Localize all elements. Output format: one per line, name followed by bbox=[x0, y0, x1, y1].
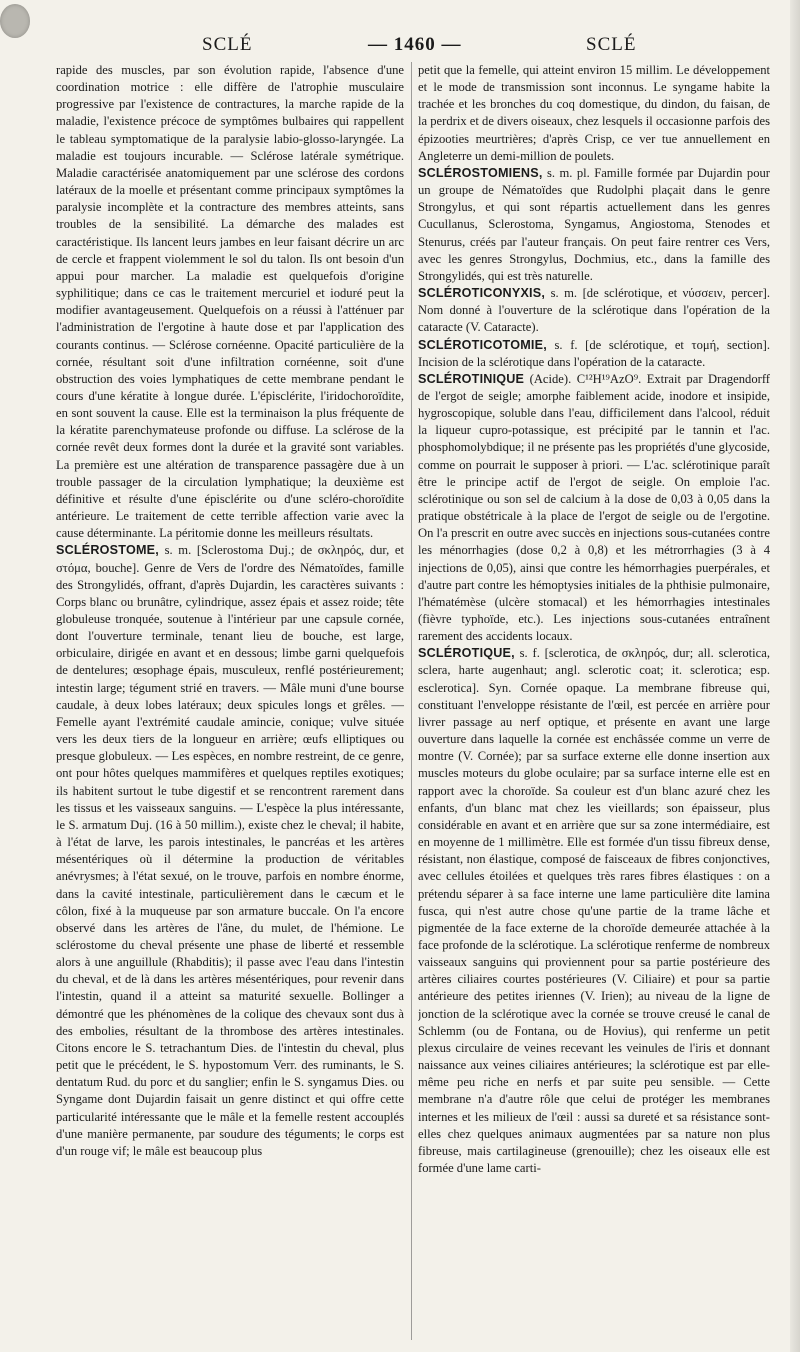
entry-headword: SCLÉROTICOTOMIE, bbox=[418, 337, 547, 352]
entry-text: rapide des muscles, par son évolution rapide, l'absence d'une coordination motrice : elle diffère de l'atrophie musculaire progressive par l'existence de contractures, la marche rapide de la maladie, l'existence précoce de symptômes bulbaires qui rappellent le tableau symptomatique de la paralysie labio-glosso-laryngée. La maladie est toujours incurable. — Sclérose latérale symétrique. Maladie caractérisée anatomiquement par une sclérose des cordons latéraux de la moelle et présentant comme principaux symptômes la paralysie incomplète et la contracture des membres atteints, sans troubles de la sensibilité. La démarche des malades est caractéristique. Ils lancent leurs jambes en leur faisant décrire un arc de cercle et frappent violemment le sol du talon. Ils ont besoin d'un appui pour marcher. La maladie est quelquefois d'origine syphilitique; dans ce cas le traitement mercuriel et ioduré peut la modifier avantageusement. Quelquefois on a réussi à l'atténuer par l'administration de l'ergotine à haute dose et par l'application des courants continus. — Sclérose cornéenne. Opacité particulière de la cornée, résultant soit d'une infiltration cornéenne, soit d'une obstruction des voies lymphatiques de cette membrane pendant le cours d'une kératite à longue durée. L'épisclérite, l'iridochoroïdite, en sont souvent la cause. Elle est la terminaison la plus fréquente de la kératite parenchymateuse profonde ou diffuse. La sclérose de la cornée revêt deux formes dont la durée et la gravité sont variables. La première est une altération de transparence passagère due à un trouble passager de la circulation lymphatique; la deuxième est définitive et résulte d'une épisclérite ou d'une scléro-choroïdite antérieure. Le traitement de cette terrible affection varie avec la cause déterminante. La péritomie donne les meilleurs résultats. bbox=[56, 63, 404, 541]
right-column bbox=[418, 62, 770, 1342]
entry-paragraph bbox=[56, 62, 404, 542]
entry-paragraph bbox=[418, 645, 770, 1177]
entry-headword: SCLÉROTICONYXIS, bbox=[418, 286, 546, 301]
entry-paragraph bbox=[418, 337, 770, 371]
running-head-left: SCLÉ bbox=[202, 34, 253, 55]
entry-text: s. m. pl. Famille formée par Dujardin pour un groupe de Nématoïdes que Rudolphi plaçait dans le genre Strongylus, et qui sont répartis actuellement dans les genres Cucullanus, Sclerostoma, Syngamus, Angiostoma, Stenodes et Stenurus, créés par l'auteur français. On peut faire rentrer ces Vers, avec les genres Strongylus, Dochmius, etc., dans la famille des Strongylidés, qui est très naturelle. bbox=[418, 165, 770, 283]
entry-paragraph bbox=[56, 542, 404, 1160]
page-header bbox=[0, 34, 800, 62]
entry-text: s. f. [de sclérotique, et τομή, section]. Incision de la sclérotique dans l'opération de la cataracte. bbox=[418, 337, 770, 369]
entry-headword: SCLÉROSTOME, bbox=[56, 543, 159, 558]
page-number: — 1460 — bbox=[368, 34, 462, 55]
entry-headword: SCLÉROTINIQUE bbox=[418, 371, 525, 386]
entry-headword: SCLÉROTIQUE, bbox=[418, 646, 515, 661]
entry-paragraph bbox=[418, 165, 770, 285]
running-head-right: SCLÉ bbox=[586, 34, 637, 55]
entry-text: s. f. [sclerotica, de σκληρός, dur; all. sclerotica, sclera, harte augenhaut; angl. sclerotic coat; it. sclerotica; esp. esclerotica]. Syn. Cornée opaque. La membrane fibreuse qui, constituant l'enveloppe résistante de l'œil, est percée en arrière pour livrer passage au nerf optique, et présente en avant une large ouverture dans laquelle la cornée est enchâssée comme un verre de montre (V. Cornée); par sa surface externe elle donne insertion aux muscles moteurs du globe oculaire; par sa surface interne elle est en rapport avec la choroïde. Sa couleur est d'un blanc azuré chez les enfants, d'un blanc mat chez les vieillards; son épaisseur, plus considérable en avant et en arrière que sur sa zone intermédiaire, est en moyenne de 1 millimètre. Elle est formée d'un tissu fibreux dense, résistant, non élastique, composé de faisceaux de fibres conjonctives, avec cellules étoilées et quelques très rares fibres élastiques : on a prétendu séparer à sa face interne une lame particulière dite lamina fusca, qui n'est autre chose qu'une partie de la trame lâche et pigmentée de la face externe de la choroïde demeurée attachée à la face profonde de la sclérotique. La sclérotique renferme de nombreux vaisseaux sanguins qui proviennent pour sa partie postérieure des artères ciliaires courtes postérieures (V. Ciliaire) et pour sa partie antérieure des petites iriennes (V. Irien); au niveau de la ligne de jonction de la sclérotique avec la cornée se trouve creusé le canal de Schlemm (ou de Fontana, ou de Hovius), qui renferme un petit plexus circulaire de veines recevant les veinules de l'iris et donnant naissance aux veines ciliaires antérieures; la sclérotique est par elle-même peu riche en nerfs et par suite peu sensible. — Cette membrane n'a d'autre rôle que celui de protéger les membranes internes et les milieux de l'œil : aussi sa dureté et sa résistance sont-elles chez quelques animaux augmentées par sa nature non plus fibreuse, mais cartilagineuse (grenouille); chez les oiseaux elle est formée d'une lame carti- bbox=[418, 646, 770, 1175]
entry-text: s. m. [Sclerostoma Duj.; de σκληρός, dur, et στόμα, bouche]. Genre de Vers de l'ordre des Nématoïdes, famille des Strongylidés, offrant, d'après Dujardin, les caractères suivants : Corps blanc ou brunâtre, cylindrique, assez épais et assez roide; tête globuleuse tronquée, soutenue à l'intérieur par une capsule cornée, dont l'ouverture terminale, tenant lieu de bouche, est large, orbiculaire, dirigée en avant et en dessous; limbe garni quelquefois de dentelures; œsophage épais, musculeux, renflé postérieurement; intestin large; tégument strié en travers. — Mâle muni d'une bourse caudale, à deux lobes latéraux; deux spicules longs et grêles. — Femelle ayant l'extrémité caudale amincie, conique; vulve située vers les deux tiers de la longueur en arrière; œufs elliptiques ou presque globuleux. — Les espèces, en nombre restreint, de ce genre, ont pour hôtes quelques mammifères et quelques reptiles exotiques; ils habitent surtout le tube digestif et se rencontrent rarement dans les tissus et les vaisseaux sanguins. — L'espèce la plus intéressante, le S. armatum Duj. (16 à 50 millim.), existe chez le cheval; il habite, à l'état de larve, les parois intestinales, le pancréas et les artères mésentériques où il détermine la production de véritables anévrysmes; à l'état sexué, on le trouve, parfois en nombre énorme, dans la cavité intestinale, particulièrement dans le cæcum et le côlon, fixé à la muqueuse par son armature buccale. On l'a encore observé dans les artères de l'âne, du mulet, de l'hémione. Le sclérostome du cheval présente une phase de liberté et ressemble alors à une anguillule (Rhabditis); il passe avec l'eau dans l'intestin du cheval, et de là dans les artères mésentériques, pour revenir dans l'intestin, quand il a atteint sa maturité sexuelle. Bollinger a démontré que les phénomènes de la colique des chevaux sont dus à des embolies, résultant de la thrombose des artères intestinales. Citons encore le S. tetrachantum Dies. de l'intestin du cheval, plus petit que le précédent, le S. hypostomum Verr. des ruminants, le S. dentatum Rud. du porc et du sanglier; enfin le S. syngamus Dies. ou Syngame dont Dujardin faisait un genre distinct et qui offre cette particularité intéressante que le mâle et la femelle restent accouplés d'une manière permanente, par soudure des téguments; le corps est d'un rouge vif; le mâle est beaucoup plus bbox=[56, 543, 404, 1158]
entry-paragraph bbox=[418, 285, 770, 336]
entry-text: (Acide). C¹²H¹⁹AzO⁹. Extrait par Dragendorff de l'ergot de seigle; amorphe faiblement acide, inodore et insipide, hygroscopique, soluble dans l'eau, difficilement dans l'alcool, réduit la liqueur cupro-potassique, est précipité par le tannin et l'ac. phosphomolybdique; il ne présente pas les propriétés d'une glycoside, comme on pourrait le supposer à priori. — L'ac. sclérotinique paraît être le principe actif de l'ergot de seigle. On emploie l'ac. sclérotinique ou son sel de calcium à la dose de 0,03 à 0,05 dans la pratique obstétricale à la place de l'ergot de seigle ou de l'ergotine. On l'a prescrit en outre avec succès en injections sous-cutanées contre les ménorrhagies (dose 0,2 à 0,8) et les métrorrhagies (3 à 4 injections de 0,05), ainsi que contre les hémorrhagies puerpérales, et d'autre part contre les hémoptysies initiales de la phthisie pulmonaire, l'hématémèse (ulcère stomacal) et les hémorrhagies intestinales (fièvre typhoïde, etc.). Les injections sous-cutanées entraînent rarement des accidents locaux. bbox=[418, 371, 770, 644]
entry-headword: SCLÉROSTOMIENS, bbox=[418, 165, 543, 180]
entry-paragraph bbox=[418, 371, 770, 646]
column-divider bbox=[411, 62, 412, 1340]
entry-text: s. m. [de sclérotique, et νύσσειν, percer]. Nom donné à l'ouverture de la sclérotique dans l'opération de la cataracte (V. Cataracte). bbox=[418, 286, 770, 335]
punch-hole bbox=[0, 4, 30, 38]
entry-text: petit que la femelle, qui atteint environ 15 millim. Le développement et le mode de transmission sont inconnus. Le syngame habite la trachée et les bronches du coq domestique, du dindon, du faisan, de la perdrix et de divers oiseaux, chez lesquels il occasionne parfois des épizooties meurtrières; d'après Crisp, ce ver tue annuellement en Angleterre un demi-million de poulets. bbox=[418, 63, 770, 163]
left-column bbox=[56, 62, 404, 1342]
entry-paragraph bbox=[418, 62, 770, 165]
page-edge bbox=[790, 0, 800, 1352]
